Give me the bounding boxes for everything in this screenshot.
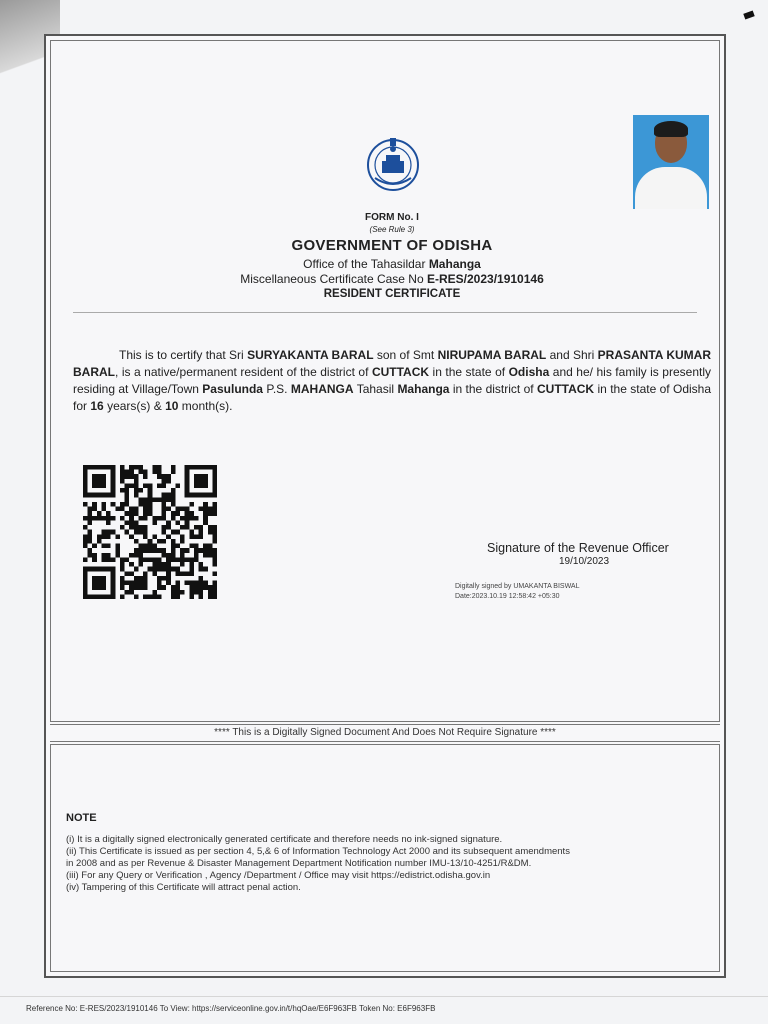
scan-mark: [743, 10, 754, 19]
divider: [73, 312, 697, 313]
footer-divider: [0, 996, 768, 997]
see-rule: (See Rule 3): [369, 225, 415, 234]
signature-title: Signature of the Revenue Officer: [487, 541, 669, 555]
certificate-frame: [44, 34, 726, 978]
signature-date: 19/10/2023: [559, 556, 610, 567]
certificate-text: This is to certify that Sri SURYAKANTA BARAL son of Smt NIRUPAMA BARAL and Shri PRASANTA KUMAR BARAL, is a native/permanent resident of the district of CUTTACK in the state of Odisha and he/ his family is presently residing at Village/Town Pasulunda P.S. MAHANGA Tahasil Mahanga in the district of CUTTACK in the state of Odisha for 16 years(s) & 10 month(s).: [73, 348, 712, 413]
note-line-2: (ii) This Certificate is issued as per section 4, 5,& 6 of Information Technology Act 2000 and its subsequent amendments: [66, 846, 570, 857]
government-title: GOVERNMENT OF ODISHA: [291, 237, 493, 254]
digital-sign-banner: **** This is a Digitally Signed Document And Does Not Require Signature ****: [50, 724, 720, 742]
note-line-4: (iii) For any Query or Verification , Agency /Department / Office may visit https://edistrict.odisha.gov.in: [66, 870, 491, 881]
digital-signature-name: Digitally signed by UMAKANTA BISWAL: [455, 583, 580, 590]
odisha-emblem-icon: [365, 134, 421, 192]
form-number: FORM No. I: [365, 212, 419, 223]
digital-signature-date: Date:2023.10.19 12:58:42 +05:30: [455, 593, 560, 600]
note-line-5: (iv) Tampering of this Certificate will attract penal action.: [66, 882, 301, 893]
case-line: Miscellaneous Certificate Case No E-RES/2023/1910146: [240, 272, 544, 286]
applicant-photo: [633, 115, 709, 209]
office-line: Office of the Tahasildar Mahanga: [303, 257, 481, 271]
certificate-title: RESIDENT CERTIFICATE: [323, 288, 461, 300]
note-line-1: (i) It is a digitally signed electronically generated certificate and therefore needs no ink-signed signature.: [66, 834, 503, 845]
reference-footer: Reference No: E-RES/2023/1910146 To View: https://serviceonline.gov.in/t/hqOae/E6F963FB Token No: E6F963FB: [26, 1004, 436, 1013]
certificate-body: [50, 40, 720, 722]
qr-code[interactable]: [77, 465, 223, 599]
note-line-3: in 2008 and as per Revenue & Disaster Management Department Notification number IMU-13/10-4251/R&DM.: [66, 858, 532, 869]
note-heading: NOTE: [66, 812, 97, 824]
